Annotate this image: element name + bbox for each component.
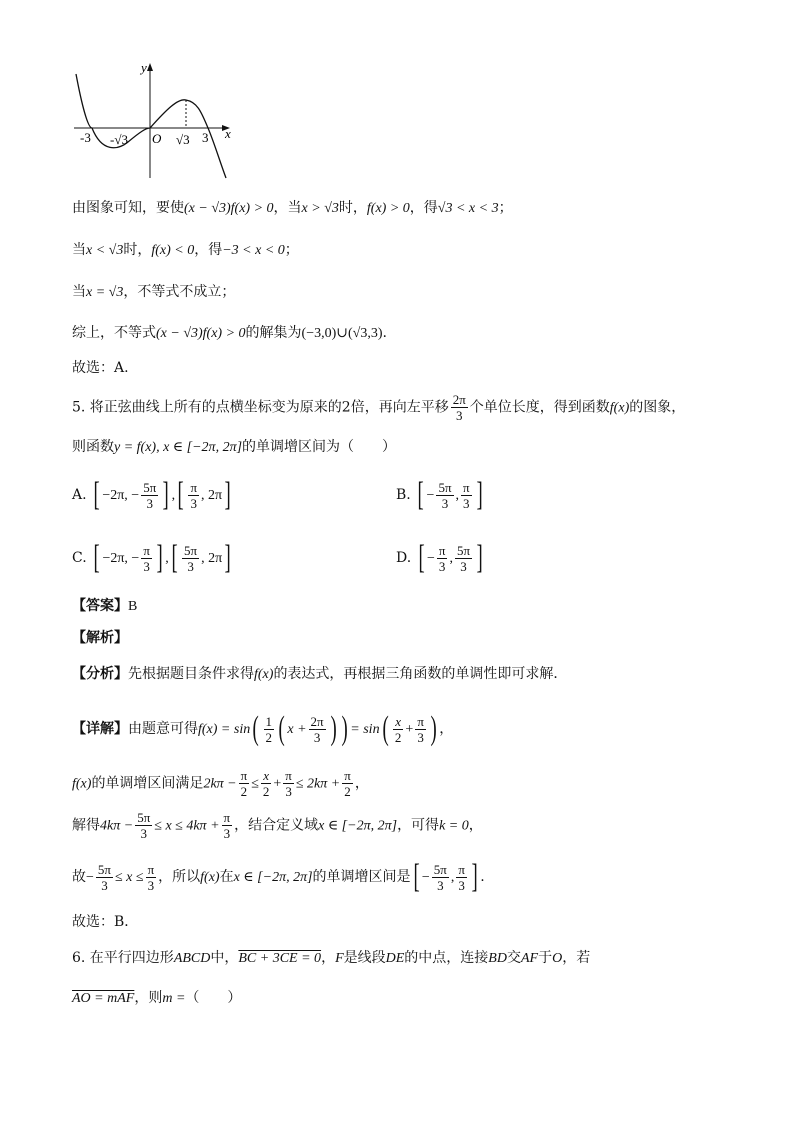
solution4-line4: 综上，不等式(x − √3)f(x) > 0的解集为(−3,0)∪(√3,3). <box>72 325 387 341</box>
analysis-line: 【分析】先根据题目条件求得f(x)的表达式，再根据三角函数的单调性即可求解． <box>72 666 568 682</box>
option-c[interactable]: C. [ −2π, − $\frac{\pi}{3}$ ] ,[ $\frac{5\pi}{3}$ , 2π] <box>72 539 231 576</box>
q6-line1: 6. 在平行四边形ABCD中，BC + 3CE = 0，F是线段DE的中点，连接BD交AF于O，若 <box>72 950 591 966</box>
cubic-curve <box>76 74 226 178</box>
solution4-choose: 故选：A. <box>72 360 129 376</box>
q5-stem-line2: 则函数y = f(x), x ∈ [−2π, 2π]的单调增区间为（ ） <box>72 439 397 455</box>
function-graph <box>70 58 250 183</box>
option-a[interactable]: A. [ −2π, − $\frac{5\pi}{3}$ ] ,[ $\frac{\pi}{3}$ , 2π] <box>72 476 231 513</box>
conclusion-line: 故− $\frac{5\pi}{3}$ ≤ x ≤ $\frac{\pi}{3}$ ，所以f(x)在x ∈ [−2π, 2π]的单调增区间是[ − $\frac{5\pi}{3}$ , $\frac{\pi}{3}$ ] . <box>72 858 485 895</box>
solution4-line2: 当x < √3时，f(x) < 0，得−3 < x < 0； <box>72 242 299 258</box>
tick-3: 3 <box>202 130 209 145</box>
q5-stem-line1: 5. 将正弦曲线上所有的点横坐标变为原来的2倍，再向左平移 $\frac{2\pi}{3}$ 个单位长度，得到函数f(x)的图象， <box>72 392 686 423</box>
solution4-line3: 当x = √3，不等式不成立； <box>72 284 236 300</box>
x-axis-label: x <box>225 126 231 141</box>
q5-choose: 故选：B． <box>72 914 139 930</box>
detail-line: 【详解】由题意可得f(x) = sin( $\frac{1}{2}$ ( x + $\frac{2\pi}{3}$ ) ) = sin( $\frac{x}{2}$ + $\frac{\pi}{3}$ ) ， <box>72 710 454 747</box>
analysis-tag: 【解析】 <box>72 630 128 646</box>
option-d[interactable]: D. [ − $\frac{\pi}{3}$ , $\frac{5\pi}{3}$ ] <box>396 539 483 576</box>
origin-label: O <box>152 131 162 146</box>
answer-line: 【答案】B <box>72 598 138 614</box>
y-axis-arrow <box>147 63 153 71</box>
option-b[interactable]: B. [ − $\frac{5\pi}{3}$ , $\frac{\pi}{3}$ ] <box>396 476 483 513</box>
solution4-line1: 由图象可知，要使(x − √3)f(x) > 0，当x > √3时，f(x) > 0，得√3 < x < 3； <box>72 200 513 216</box>
tick-sqrt3: √3 <box>176 132 190 147</box>
q6-line2: AO = mAF，则m =（ ） <box>72 990 242 1006</box>
tick-neg-sqrt3: -√3 <box>110 132 128 147</box>
mono-line: f(x)的单调增区间满足2kπ − $\frac{\pi}{2}$ ≤ $\frac{x}{2}$ + $\frac{\pi}{3}$ ≤ 2kπ + $\frac{\pi}{2}$ ， <box>72 768 369 799</box>
tick-neg3: -3 <box>80 130 91 145</box>
solve-line: 解得4kπ − $\frac{5\pi}{3}$ ≤ x ≤ 4kπ + $\frac{\pi}{3}$ ，结合定义域x ∈ [−2π, 2π]，可得k = 0， <box>72 810 483 841</box>
y-axis-label: y <box>141 60 147 75</box>
